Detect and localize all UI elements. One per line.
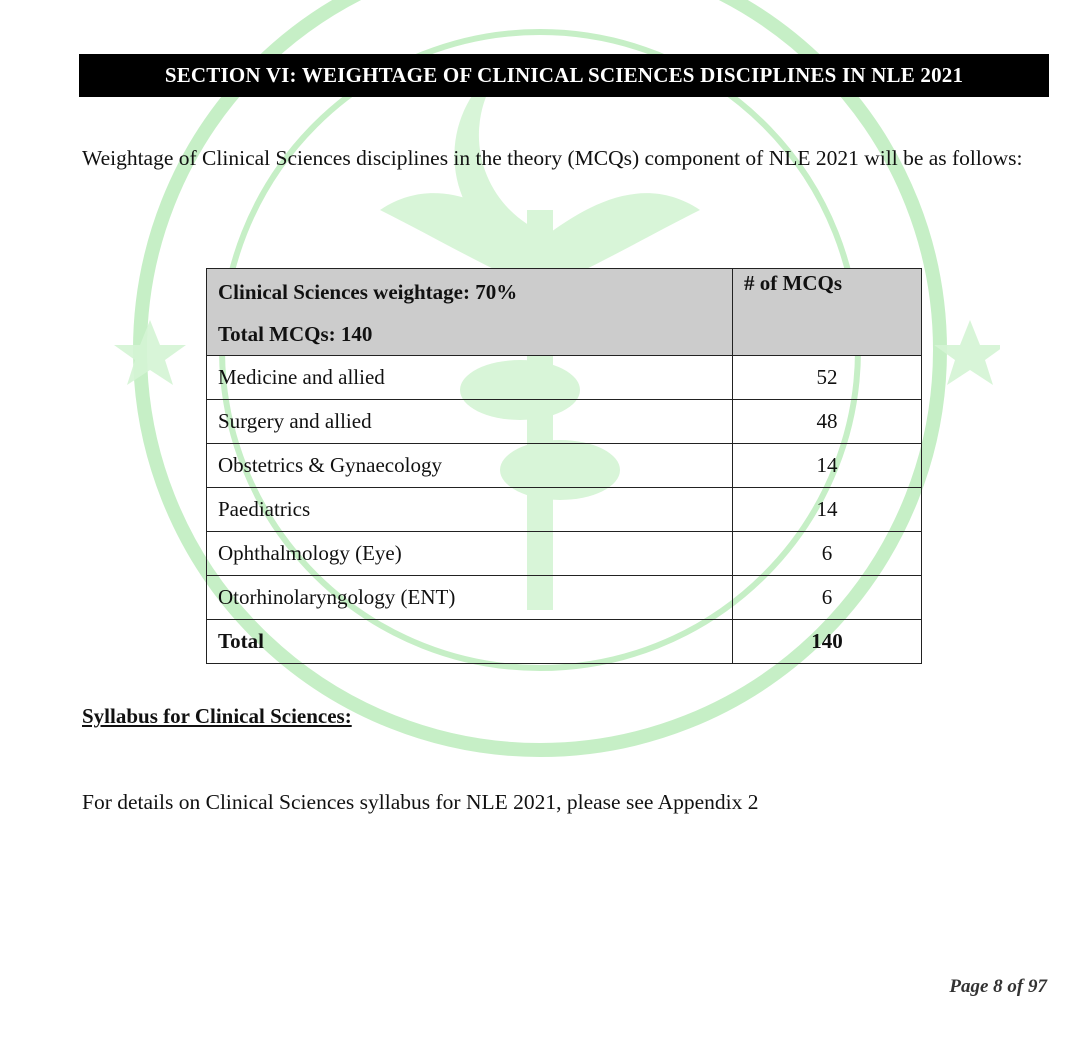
syllabus-details: For details on Clinical Sciences syllabus for NLE 2021, please see Appendix 2 <box>82 790 759 814</box>
discipline-cell: Ophthalmology (Eye) <box>207 532 733 576</box>
total-label-cell: Total <box>207 620 733 664</box>
mcq-count-cell: 14 <box>733 488 922 532</box>
table-row <box>207 488 922 532</box>
discipline-cell: Medicine and allied <box>207 356 733 400</box>
discipline-cell: Obstetrics & Gynaecology <box>207 444 733 488</box>
syllabus-heading: Syllabus for Clinical Sciences: <box>82 704 352 728</box>
table-row <box>207 532 922 576</box>
table-row <box>207 356 922 400</box>
mcq-count-cell: 52 <box>733 356 922 400</box>
discipline-cell: Paediatrics <box>207 488 733 532</box>
weightage-table <box>206 268 922 664</box>
mcq-count-cell: 6 <box>733 576 922 620</box>
page-number: Page 8 of 97 <box>949 976 1047 997</box>
discipline-cell: Otorhinolaryngology (ENT) <box>207 576 733 620</box>
weightage-header-cell <box>207 269 733 356</box>
mcq-count-cell: 14 <box>733 444 922 488</box>
section-header: SECTION VI: WEIGHTAGE OF CLINICAL SCIENCES DISCIPLINES IN NLE 2021 <box>79 54 1049 97</box>
table-row <box>207 576 922 620</box>
intro-paragraph: Weightage of Clinical Sciences disciplines in the theory (MCQs) component of NLE 2021 will be as follows: <box>82 146 1023 170</box>
table-row <box>207 400 922 444</box>
total-value-cell: 140 <box>733 620 922 664</box>
mcq-count-cell: 6 <box>733 532 922 576</box>
table-row <box>207 444 922 488</box>
total-row <box>207 620 922 664</box>
mcq-count-cell: 48 <box>733 400 922 444</box>
weightage-header-line: Clinical Sciences weightage: 70% <box>218 280 518 304</box>
total-mcqs-header-line: Total MCQs: 140 <box>218 322 373 346</box>
discipline-cell: Surgery and allied <box>207 400 733 444</box>
table-header-row <box>207 269 922 356</box>
mcq-count-header: # of MCQs <box>733 269 922 356</box>
